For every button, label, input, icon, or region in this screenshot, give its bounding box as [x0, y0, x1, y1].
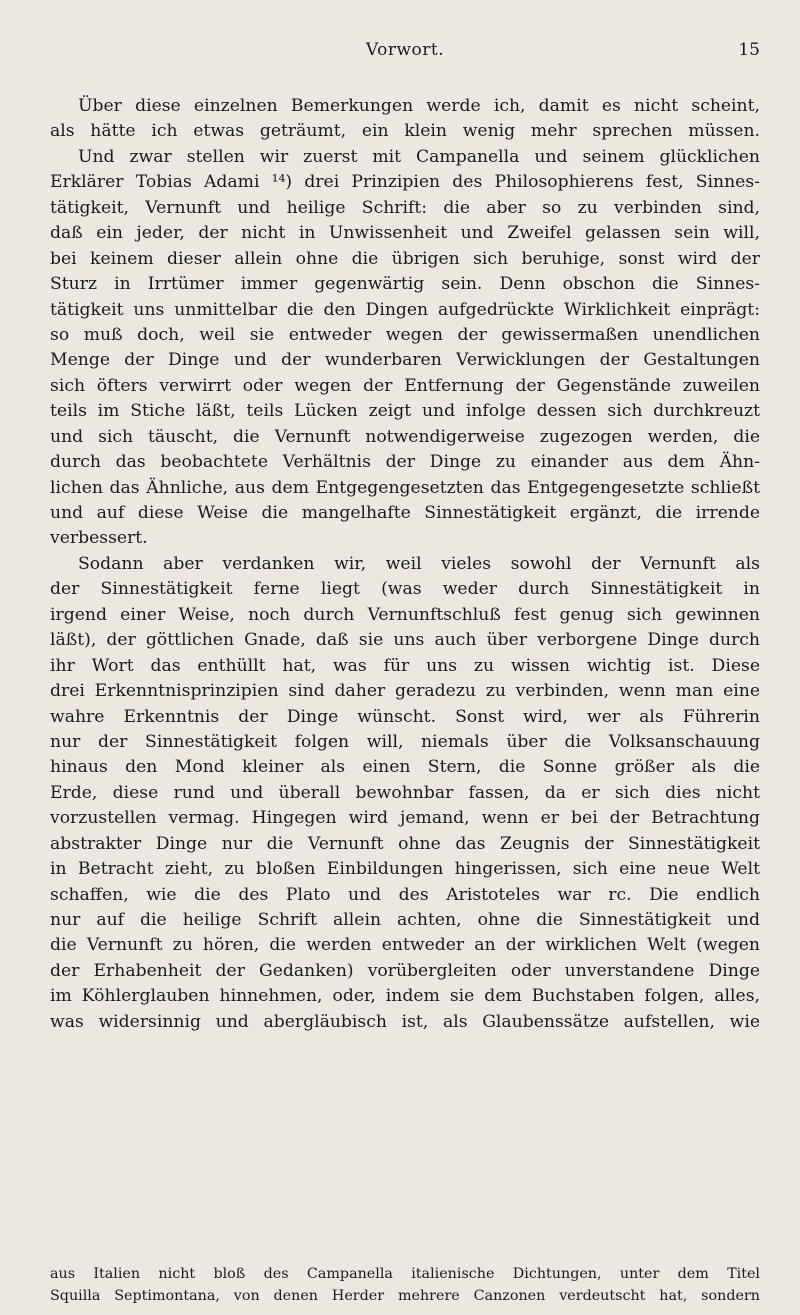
text-line: sich öfters verwirrt oder wegen der Entfernung der Gegenstände zuweilen — [50, 375, 760, 396]
text-line: Und zwar stellen wir zuerst mit Campanella und seinem glücklichen — [78, 146, 760, 167]
text-line: Sodann aber verdanken wir, weil vieles sowohl der Vernunft als — [78, 553, 760, 574]
text-line: nur der Sinnestätigkeit folgen will, niemals über die Volksanschauung — [50, 731, 760, 752]
text-line: durch das beobachtete Verhältnis der Dinge zu einander aus dem Ähn- — [50, 452, 760, 473]
text-line: bei keinem dieser allein ohne die übrigen sich beruhige, sonst wird der — [50, 248, 760, 269]
footnote — [50, 1263, 760, 1307]
text-line: als hätte ich etwas geträumt, ein klein wenig mehr sprechen müssen. — [50, 121, 760, 142]
text-line: Sturz in Irrtümer immer gegenwärtig sein. Denn obschon die Sinnes- — [50, 274, 760, 295]
text-line: wahre Erkenntnis der Dinge wünscht. Sonst wird, wer als Führerin — [50, 706, 760, 727]
text-line: und auf diese Weise die mangelhafte Sinnestätigkeit ergänzt, die irrende — [50, 503, 760, 523]
text-line: ihr Wort das enthüllt hat, was für uns zu wissen wichtig ist. Diese — [50, 655, 760, 676]
text-line: nur auf die heilige Schrift allein achten, ohne die Sinnestätigkeit und — [50, 910, 760, 930]
text-line: in Betracht zieht, zu bloßen Einbildungen hingerissen, sich eine neue Welt — [50, 859, 760, 880]
text-line: verbessert. — [50, 528, 148, 549]
text-line: abstrakter Dinge nur die Vernunft ohne das Zeugnis der Sinnestätigkeit — [50, 833, 760, 854]
text-line: drei Erkenntnisprinzipien sind daher geradezu zu verbinden, wenn man eine — [50, 681, 760, 702]
text-line: schaffen, wie die des Plato und des Aristoteles war rc. Die endlich — [50, 884, 760, 905]
text-line: und sich täuscht, die Vernunft notwendigerweise zugezogen werden, die — [50, 426, 760, 447]
body-text — [50, 94, 760, 1035]
text-line: der Erhabenheit der Gedanken) vorübergleiten oder unverstandene Dinge — [50, 960, 760, 981]
text-line: der Sinnestätigkeit ferne liegt (was weder durch Sinnestätigkeit in — [50, 579, 760, 600]
text-line: tätigkeit uns unmittelbar die den Dingen aufgedrückte Wirklichkeit einprägt: — [50, 299, 760, 320]
text-line: Über diese einzelnen Bemerkungen werde ich, damit es nicht scheint, — [78, 96, 760, 116]
text-line: Erde, diese rund und überall bewohnbar fassen, da er sich dies nicht — [50, 782, 760, 803]
running-head: Vorwort. — [365, 40, 445, 60]
text-line: im Köhlerglauben hinnehmen, oder, indem sie dem Buchstaben folgen, alles, — [50, 986, 760, 1007]
text-line: läßt), der göttlichen Gnade, daß sie uns auch über verborgene Dinge durch — [50, 630, 760, 651]
text-line: die Vernunft zu hören, die werden entweder an der wirklichen Welt (wegen — [50, 935, 760, 956]
page-header — [50, 40, 760, 66]
text-line: Erklärer Tobias Adami ¹⁴) drei Prinzipien des Philosophierens fest, Sinnes- — [50, 172, 760, 193]
page-number: 15 — [738, 40, 760, 60]
text-line: teils im Stiche läßt, teils Lücken zeigt und infolge dessen sich durchkreuzt — [50, 401, 760, 422]
text-line: Menge der Dinge und der wunderbaren Verwicklungen der Gestaltungen — [50, 350, 760, 371]
footnote-line: Squilla Septimontana, von denen Herder mehrere Canzonen verdeutscht hat, sondern — [50, 1288, 760, 1304]
text-line: hinaus den Mond kleiner als einen Stern, die Sonne größer als die — [50, 757, 760, 778]
text-line: was widersinnig und abergläubisch ist, als Glaubenssätze aufstellen, wie — [50, 1011, 760, 1032]
text-line: daß ein jeder, der nicht in Unwissenheit und Zweifel gelassen sein will, — [50, 223, 760, 244]
text-line: tätigkeit, Vernunft und heilige Schrift: die aber so zu verbinden sind, — [50, 197, 760, 218]
text-line: vorzustellen vermag. Hingegen wird jemand, wenn er bei der Betrachtung — [50, 808, 760, 829]
footnote-line: aus Italien nicht bloß des Campanella italienische Dichtungen, unter dem Titel — [50, 1266, 760, 1282]
text-line: so muß doch, weil sie entweder wegen der gewissermaßen unendlichen — [50, 324, 760, 345]
text-line: lichen das Ähnliche, aus dem Entgegengesetzten das Entgegengesetzte schließt — [50, 477, 760, 498]
text-line: irgend einer Weise, noch durch Vernunftschluß fest genug sich gewinnen — [50, 604, 760, 625]
